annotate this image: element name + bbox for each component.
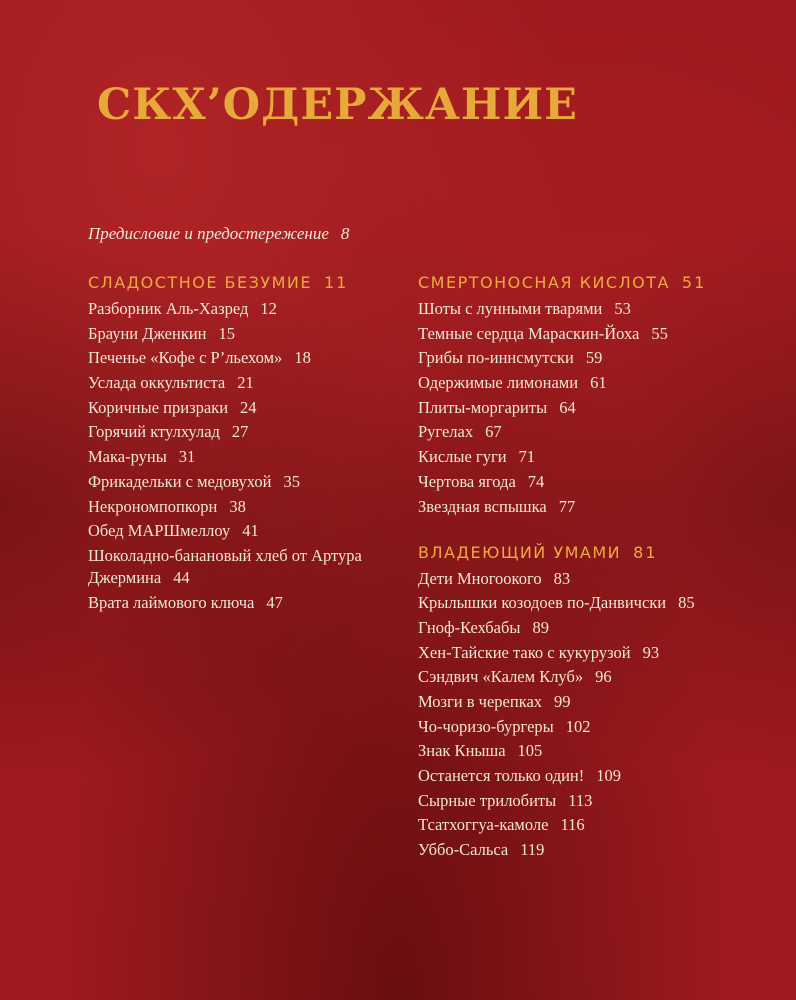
toc-entry[interactable] (88, 471, 388, 493)
toc-entry[interactable] (418, 421, 758, 443)
entry-label: Чо-чоризо-бургеры (418, 716, 554, 736)
entry-page-number: 67 (485, 422, 502, 442)
entry-label: Мака-руны (88, 447, 167, 467)
toc-entry[interactable] (418, 568, 758, 590)
entry-label: Услада оккультиста (88, 373, 226, 393)
section-page-number: 51 (681, 273, 707, 292)
toc-entry[interactable] (418, 347, 758, 369)
entry-label: Кислые гуги (418, 447, 507, 467)
toc-entry[interactable] (418, 617, 758, 639)
entry-page-number: 105 (517, 741, 543, 761)
toc-section-umami (418, 542, 758, 862)
toc-entry[interactable] (88, 347, 388, 369)
entry-page-number: 8 (340, 224, 350, 243)
entry-page-number: 47 (266, 592, 283, 612)
toc-entry[interactable] (88, 446, 388, 468)
toc-entry[interactable] (418, 740, 758, 762)
entry-label: Хен-Тайские тако с кукурузой (418, 642, 631, 662)
entry-page-number: 15 (218, 323, 236, 343)
entry-label: Некрономпопкорн (88, 496, 218, 516)
entry-label: Мозги в черепках (418, 691, 543, 711)
entry-page-number: 99 (554, 691, 571, 711)
entry-list (88, 298, 388, 614)
entry-label: Одержимые лимонами (418, 373, 579, 393)
entry-label: Останется только один! (418, 766, 585, 785)
entry-label: Горячий ктулхулад (88, 422, 220, 442)
entry-page-number: 89 (532, 617, 549, 637)
toc-entry[interactable] (88, 298, 388, 320)
toc-entry[interactable] (418, 323, 758, 345)
entry-page-number: 119 (520, 840, 545, 860)
entry-label: Ругелах (418, 422, 474, 442)
toc-column-left (88, 272, 388, 638)
toc-entry[interactable] (418, 814, 758, 836)
entry-label: Разборник Аль-Хазред (88, 299, 249, 318)
entry-page-number: 71 (518, 447, 536, 467)
entry-page-number: 85 (678, 593, 695, 613)
entry-label: Гноф-Кехбабы (418, 617, 521, 637)
entry-page-number: 102 (565, 716, 591, 736)
section-heading[interactable] (418, 542, 758, 563)
toc-entry[interactable] (88, 545, 388, 589)
entry-label: Предисловие и предостережение (88, 224, 329, 243)
section-heading-label: СМЕРТОНОСНАЯ КИСЛОТА (418, 273, 670, 292)
toc-entry[interactable] (418, 839, 758, 861)
entry-page-number: 12 (260, 299, 277, 318)
toc-entry[interactable] (418, 790, 758, 812)
section-heading-label: СЛАДОСТНОЕ БЕЗУМИЕ (88, 273, 312, 292)
entry-page-number: 113 (568, 790, 593, 810)
entry-label: Грибы по-иннсмутски (418, 348, 574, 368)
entry-label: Знак Кныша (418, 741, 506, 761)
toc-entry[interactable] (418, 298, 758, 320)
entry-label: Фрикадельки с медовухой (88, 471, 272, 491)
entry-page-number: 44 (173, 567, 190, 587)
toc-section-deadly-acid (418, 272, 758, 518)
entry-label: Шоколадно-банановый хлеб от Артура Джермина (88, 545, 362, 587)
entry-page-number: 27 (231, 422, 249, 442)
entry-label: Сэндвич «Калем Клуб» (418, 667, 584, 687)
entry-label: Чертова ягода (418, 471, 516, 491)
entry-page-number: 21 (237, 373, 254, 393)
toc-entry-preface[interactable] (88, 224, 349, 244)
toc-entry[interactable] (418, 397, 758, 419)
entry-page-number: 109 (596, 766, 621, 785)
toc-entry[interactable] (418, 642, 758, 664)
section-page-number: 11 (323, 273, 349, 292)
entry-list (418, 298, 758, 518)
entry-label: Печенье «Кофе с Р’льехом» (88, 348, 283, 368)
entry-page-number: 59 (585, 348, 603, 368)
toc-entry[interactable] (418, 765, 758, 787)
section-page-number: 81 (633, 542, 658, 562)
entry-label: Коричные призраки (88, 397, 229, 417)
entry-page-number: 41 (242, 521, 259, 541)
entry-page-number: 74 (527, 471, 545, 491)
entry-page-number: 96 (595, 667, 612, 687)
section-heading[interactable] (418, 272, 758, 293)
entry-label: Тсатхоггуа-камоле (418, 815, 549, 835)
toc-entry[interactable] (418, 471, 758, 493)
entry-page-number: 116 (560, 815, 585, 835)
entry-page-number: 53 (614, 299, 631, 318)
toc-entry[interactable] (418, 666, 758, 688)
entry-page-number: 55 (651, 323, 668, 343)
entry-page-number: 24 (240, 397, 257, 417)
entry-label: Плиты-моргариты (418, 397, 548, 417)
section-heading[interactable] (88, 272, 388, 293)
entry-page-number: 64 (559, 397, 576, 417)
toc-column-right (418, 272, 758, 885)
entry-list (418, 568, 758, 862)
toc-entry[interactable] (418, 496, 758, 518)
entry-label: Темные сердца Мараскин-Йоха (418, 323, 640, 343)
toc-section-sweet-madness (88, 272, 388, 614)
toc-entry[interactable] (418, 691, 758, 713)
entry-page-number: 35 (283, 471, 300, 491)
entry-page-number: 61 (590, 373, 607, 393)
entry-label: Звездная вспышка (418, 496, 547, 516)
entry-label: Уббо-Сальса (418, 840, 509, 860)
toc-entry[interactable] (418, 716, 758, 738)
toc-entry[interactable] (88, 372, 388, 394)
section-heading-label: ВЛАДЕЮЩИЙ УМАМИ (418, 542, 622, 562)
toc-entry[interactable] (88, 323, 388, 345)
entry-label: Шоты с лунными тварями (418, 299, 603, 318)
entry-label: Дети Многоокого (418, 568, 542, 588)
toc-entry[interactable] (418, 372, 758, 394)
entry-page-number: 83 (553, 568, 571, 588)
page-title: СКХ’ОДЕРЖАНИЕ (97, 80, 578, 130)
toc-entry[interactable] (88, 520, 388, 542)
entry-label: Сырные трилобиты (418, 790, 557, 810)
entry-page-number: 18 (294, 348, 311, 368)
entry-page-number: 93 (642, 642, 660, 662)
entry-label: Крылышки козодоев по-Данвичски (418, 593, 667, 613)
toc-entry[interactable] (88, 397, 388, 419)
entry-label: Обед МАРШмеллоу (88, 521, 231, 541)
entry-page-number: 38 (229, 496, 246, 516)
entry-page-number: 31 (178, 447, 196, 467)
toc-entry[interactable] (418, 592, 758, 614)
entry-label: Брауни Дженкин (88, 323, 207, 343)
toc-entry[interactable] (418, 446, 758, 468)
toc-entry[interactable] (88, 592, 388, 614)
entry-label: Врата лаймового ключа (88, 592, 255, 612)
entry-page-number: 77 (558, 496, 576, 516)
toc-entry[interactable] (88, 496, 388, 518)
toc-entry[interactable] (88, 421, 388, 443)
